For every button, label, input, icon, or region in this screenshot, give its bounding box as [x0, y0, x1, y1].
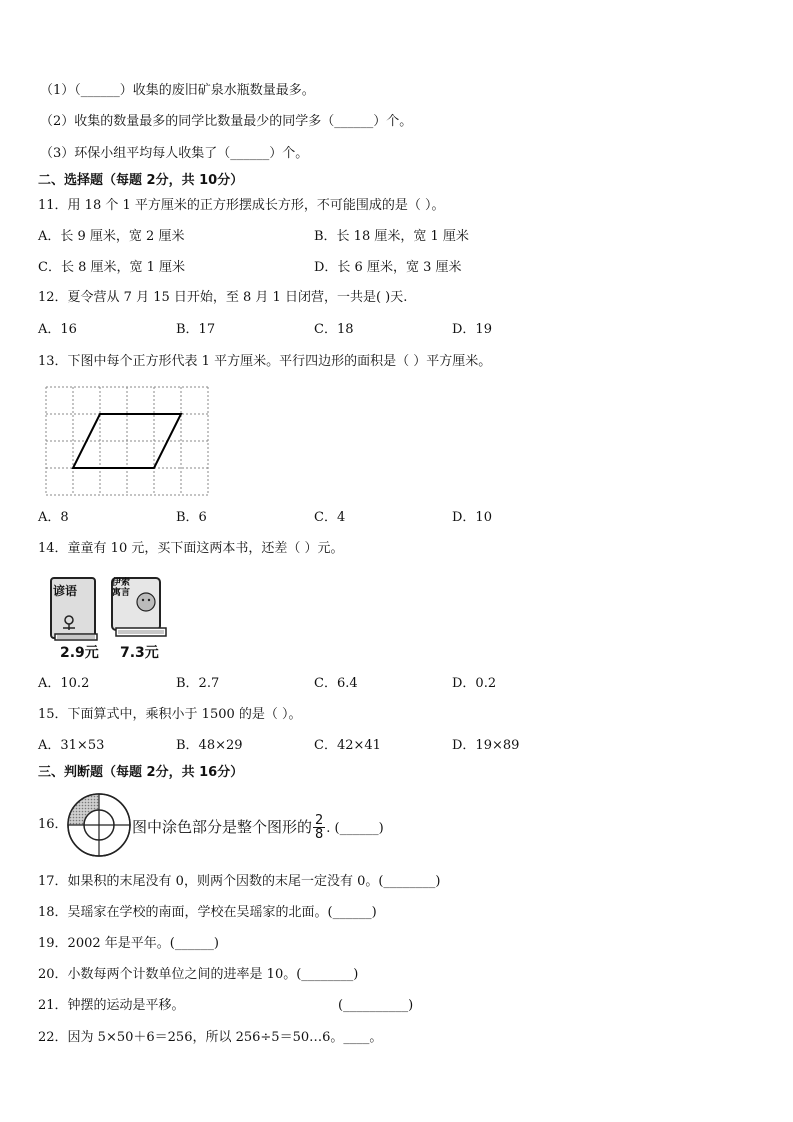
question-21: 21．钟摆的运动是平移。 [38, 998, 185, 1013]
question-19: 19．2002 年是平年。(______) [38, 936, 219, 951]
q12-option-c[interactable]: C．18 [314, 322, 354, 337]
q16-fraction-denominator: 8 [315, 827, 324, 842]
sub-question-2: （2）收集的数量最多的同学比数量最少的同学多（______）个。 [40, 114, 413, 129]
q12-option-d[interactable]: D．19 [452, 322, 492, 337]
concentric-circle-figure [66, 792, 132, 858]
question-13: 13．下图中每个正方形代表 1 平方厘米。平行四边形的面积是（ ）平方厘米。 [38, 354, 492, 369]
question-20: 20．小数每两个计数单位之间的进率是 10。(________) [38, 967, 359, 982]
q14-option-d[interactable]: D．0.2 [452, 676, 497, 691]
q16-answer-blank[interactable]: . (______) [326, 821, 384, 836]
q15-option-b[interactable]: B．48×29 [176, 738, 243, 753]
question-16-number: 16． [38, 817, 68, 832]
question-16-text [132, 814, 384, 841]
q15-option-a[interactable]: A．31×53 [38, 738, 105, 753]
sub-question-3: （3）环保小组平均每人收集了（______）个。 [40, 146, 309, 161]
price-book-2: 7.3元 [120, 645, 159, 661]
question-12: 12．夏令营从 7 月 15 日开始，至 8 月 1 日闭营，一共是( )天. [38, 290, 408, 305]
question-15: 15．下面算式中，乘积小于 1500 的是（ ）。 [38, 707, 302, 722]
q15-option-c[interactable]: C．42×41 [314, 738, 381, 753]
q16-fraction-numerator: 2 [315, 813, 324, 828]
book-aesop-title: 伊索寓言 [112, 578, 131, 598]
q14-option-c[interactable]: C．6.4 [314, 676, 358, 691]
q11-option-b[interactable]: B．长 18 厘米，宽 1 厘米 [314, 229, 469, 244]
q15-option-d[interactable]: D．19×89 [452, 738, 520, 753]
q16-fraction [313, 814, 325, 841]
q12-option-a[interactable]: A．16 [38, 322, 77, 337]
sub-question-1: （1）（______）收集的废旧矿泉水瓶数量最多。 [40, 83, 315, 98]
section-heading-judgement: 三、判断题（每题 2分，共 16分） [38, 765, 244, 780]
q13-option-d[interactable]: D．10 [452, 510, 492, 525]
grid-parallelogram-figure [44, 385, 210, 497]
q11-option-d[interactable]: D．长 6 厘米，宽 3 厘米 [314, 260, 462, 275]
question-22: 22．因为 5×50＋6＝256，所以 256÷5＝50…6。____。 [38, 1030, 383, 1045]
question-17: 17．如果积的末尾没有 0，则两个因数的末尾一定没有 0。(________) [38, 874, 441, 889]
question-11: 11．用 18 个 1 平方厘米的正方形摆成长方形，不可能围成的是（ ）。 [38, 198, 445, 213]
q16-statement: 图中涂色部分是整个图形的 [132, 818, 313, 836]
question-18: 18．吴瑶家在学校的南面，学校在吴瑶家的北面。(______) [38, 905, 377, 920]
section-heading-choice: 二、选择题（每题 2分，共 10分） [38, 173, 244, 188]
q11-option-c[interactable]: C．长 8 厘米，宽 1 厘米 [38, 260, 186, 275]
q14-option-a[interactable]: A．10.2 [38, 676, 90, 691]
book-proverbs-title: 谚语 [53, 584, 78, 598]
q12-option-b[interactable]: B．17 [176, 322, 216, 337]
q13-option-c[interactable]: C．4 [314, 510, 346, 525]
q13-option-b[interactable]: B．6 [176, 510, 207, 525]
price-book-1: 2.9元 [60, 645, 99, 661]
q14-option-b[interactable]: B．2.7 [176, 676, 220, 691]
q21-answer-blank[interactable]: (__________) [338, 998, 414, 1013]
question-14: 14．童童有 10 元，买下面这两本书，还差（ ）元。 [38, 541, 344, 556]
q11-option-a[interactable]: A．长 9 厘米，宽 2 厘米 [38, 229, 185, 244]
q13-option-a[interactable]: A．8 [38, 510, 69, 525]
